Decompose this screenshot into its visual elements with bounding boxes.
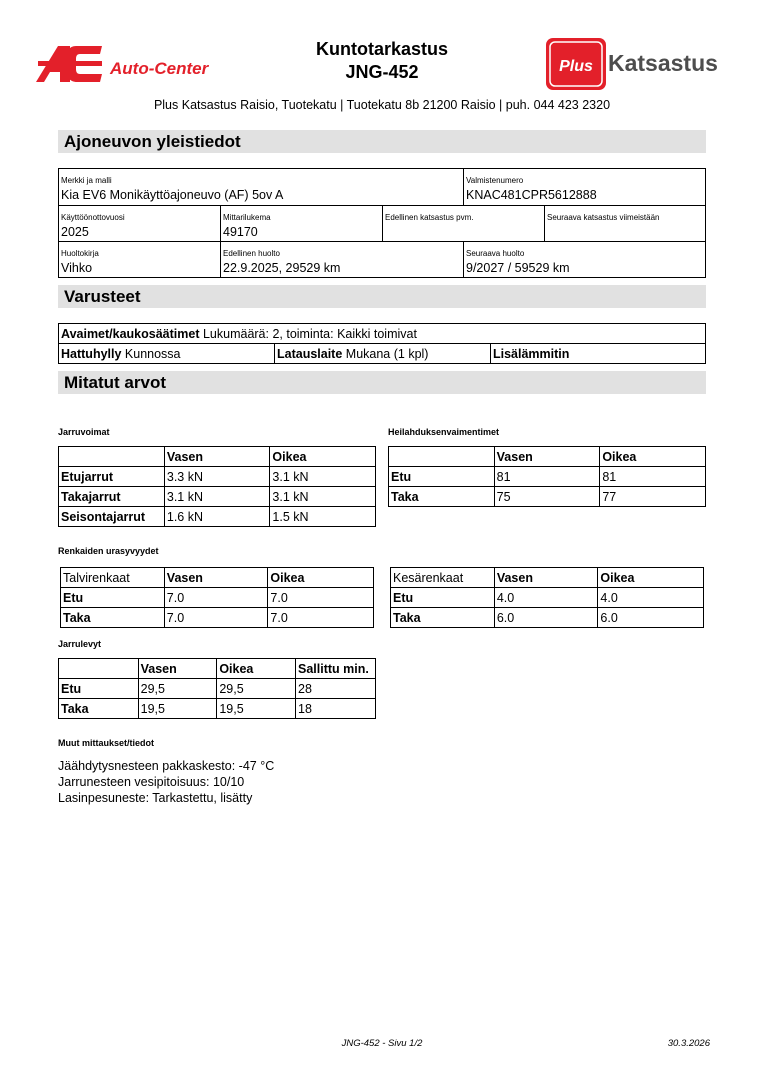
brakes-value: 1.6 kN <box>164 507 270 527</box>
section-measured-header <box>58 371 706 394</box>
shocks-header-right: Oikea <box>600 447 706 467</box>
service-book-cell <box>59 242 221 277</box>
shocks-value: 81 <box>494 467 600 487</box>
document-title <box>232 38 532 84</box>
table-row <box>389 467 706 487</box>
discs-header-row <box>59 659 376 679</box>
ac-logo-text: Auto-Center <box>110 59 209 78</box>
brakes-row-label: Etujarrut <box>59 467 165 487</box>
next-service-value: 9/2027 / 59529 km <box>466 261 570 275</box>
shelf-label: Hattuhylly <box>61 347 122 361</box>
winter-tires-value: 7.0 <box>164 588 268 608</box>
shocks-header-row <box>389 447 706 467</box>
brakes-value: 3.1 kN <box>270 487 376 507</box>
discs-row-label: Taka <box>59 699 139 719</box>
shocks-title: Heilahduksenvaimentimet <box>388 427 500 437</box>
keys-cell <box>59 324 705 344</box>
table-row <box>61 588 374 608</box>
footer-date: 30.3.2026 <box>667 1038 710 1049</box>
charger-value: Mukana (1 kpl) <box>342 347 429 361</box>
keys-label: Avaimet/kaukosäätimet <box>61 327 200 341</box>
shelf-cell <box>59 344 275 364</box>
summer-tires-value: 6.0 <box>598 608 704 628</box>
odometer-label: Mittarilukema <box>223 213 271 222</box>
brakes-value: 1.5 kN <box>270 507 376 527</box>
service-book-value: Vihko <box>61 261 93 275</box>
equipment-row-2 <box>58 343 706 364</box>
vin-label: Valmistenumero <box>466 176 524 185</box>
section-equipment-title: Varusteet <box>64 287 141 306</box>
summer-tires-header-left: Vasen <box>494 568 598 588</box>
charger-label: Latauslaite <box>277 347 343 361</box>
discs-header-min: Sallittu min. <box>296 659 376 679</box>
first-reg-cell <box>59 206 221 242</box>
summer-tires-row-label: Taka <box>391 608 495 628</box>
summer-tires-row-label: Etu <box>391 588 495 608</box>
table-row <box>59 507 376 527</box>
plus-katsastus-logo <box>546 38 732 90</box>
discs-value: 19,5 <box>217 699 296 719</box>
footer-page-label: JNG-452 - Sivu 1/2 <box>341 1038 423 1049</box>
title-line-2: JNG-452 <box>345 62 419 82</box>
auto-center-logo <box>36 44 226 84</box>
discs-table <box>58 658 376 719</box>
prev-inspection-label: Edellinen katsastus pvm. <box>385 213 474 222</box>
shelf-value: Kunnossa <box>121 347 181 361</box>
section-general-header <box>58 130 706 153</box>
other-line: Jarrunesteen vesipitoisuus: 10/10 <box>58 775 245 789</box>
table-row <box>389 487 706 507</box>
other-line: Jäähdytysnesteen pakkaskesto: -47 °C <box>58 759 275 773</box>
summer-tires-value: 6.0 <box>494 608 598 628</box>
tires-title: Renkaiden urasyvyydet <box>58 546 159 556</box>
vin-cell <box>464 169 705 206</box>
winter-tires-header-left: Vasen <box>164 568 268 588</box>
winter-tires-value: 7.0 <box>268 608 374 628</box>
brakes-row-label: Seisontajarrut <box>59 507 165 527</box>
katsastus-text: Katsastus <box>608 50 718 76</box>
keys-value: Lukumäärä: 2, toiminta: Kaikki toimivat <box>199 327 417 341</box>
table-row <box>59 467 376 487</box>
brakes-header-right: Oikea <box>270 447 376 467</box>
discs-value: 28 <box>296 679 376 699</box>
shocks-row-label: Taka <box>389 487 495 507</box>
summer-tires-value: 4.0 <box>494 588 598 608</box>
vehicle-info-table <box>58 168 706 278</box>
table-row <box>59 699 376 719</box>
brakes-row-label: Takajarrut <box>59 487 165 507</box>
shocks-value: 75 <box>494 487 600 507</box>
brakes-table <box>58 446 376 527</box>
winter-tires-header-row <box>61 568 374 588</box>
shocks-header-left: Vasen <box>494 447 600 467</box>
equipment-row-keys <box>58 323 706 344</box>
title-line-1: Kuntotarkastus <box>315 39 449 59</box>
winter-tires-value: 7.0 <box>268 588 374 608</box>
section-general-title: Ajoneuvon yleistiedot <box>64 132 241 151</box>
table-row <box>61 608 374 628</box>
shocks-value: 77 <box>600 487 706 507</box>
table-row <box>59 487 376 507</box>
winter-tires-value: 7.0 <box>164 608 268 628</box>
brakes-header-row <box>59 447 376 467</box>
discs-value: 18 <box>296 699 376 719</box>
summer-tires-header-label: Kesärenkaat <box>391 568 495 588</box>
heater-cell <box>491 344 705 364</box>
odometer-value: 49170 <box>223 225 258 239</box>
winter-tires-row-label: Etu <box>61 588 165 608</box>
company-info: Plus Katsastus Raisio, Tuotekatu | Tuotekatu 8b 21200 Raisio | puh. 044 423 2320 <box>153 98 611 112</box>
winter-tires-table <box>60 567 374 628</box>
odometer-cell <box>221 206 383 242</box>
next-service-cell <box>464 242 705 277</box>
discs-header-right: Oikea <box>217 659 296 679</box>
discs-value: 29,5 <box>217 679 296 699</box>
prev-inspection-cell <box>383 206 545 242</box>
service-book-label: Huoltokirja <box>61 249 99 258</box>
summer-tires-header-row <box>391 568 704 588</box>
summer-tires-value: 4.0 <box>598 588 704 608</box>
shocks-table <box>388 446 706 507</box>
next-service-label: Seuraava huolto <box>466 249 525 258</box>
discs-title: Jarrulevyt <box>58 639 102 649</box>
shocks-value: 81 <box>600 467 706 487</box>
brakes-value: 3.1 kN <box>270 467 376 487</box>
summer-tires-header-right: Oikea <box>598 568 704 588</box>
winter-tires-row-label: Taka <box>61 608 165 628</box>
discs-row-label: Etu <box>59 679 139 699</box>
winter-tires-header-right: Oikea <box>268 568 374 588</box>
heater-label: Lisälämmitin <box>493 347 570 361</box>
next-inspection-cell <box>545 206 705 242</box>
shocks-row-label: Etu <box>389 467 495 487</box>
shocks-header-empty <box>389 447 495 467</box>
table-row <box>391 608 704 628</box>
brakes-header-empty <box>59 447 165 467</box>
discs-header-empty <box>59 659 139 679</box>
prev-service-value: 22.9.2025, 29529 km <box>223 261 341 275</box>
summer-tires-table <box>390 567 704 628</box>
make-model-label: Merkki ja malli <box>61 176 112 185</box>
discs-header-left: Vasen <box>138 659 217 679</box>
brakes-value: 3.3 kN <box>164 467 270 487</box>
table-row <box>391 588 704 608</box>
section-equipment-header <box>58 285 706 308</box>
prev-service-cell <box>221 242 464 277</box>
charger-cell <box>275 344 491 364</box>
discs-value: 19,5 <box>138 699 217 719</box>
winter-tires-header-label: Talvirenkaat <box>61 568 165 588</box>
make-model-value: Kia EV6 Monikäyttöajoneuvo (AF) 5ov A <box>61 188 284 202</box>
brakes-value: 3.1 kN <box>164 487 270 507</box>
other-measurements <box>58 758 274 806</box>
section-measured-title: Mitatut arvot <box>64 373 166 392</box>
brakes-title: Jarruvoimat <box>58 427 110 437</box>
other-line: Lasinpesuneste: Tarkastettu, lisätty <box>58 791 253 805</box>
make-model-cell <box>59 169 464 206</box>
first-reg-value: 2025 <box>61 225 89 239</box>
first-reg-label: Käyttöönottovuosi <box>61 213 125 222</box>
table-row <box>59 679 376 699</box>
next-inspection-label: Seuraava katsastus viimeistään <box>547 213 660 222</box>
plus-badge-text: Plus <box>559 58 593 75</box>
other-title: Muut mittaukset/tiedot <box>58 738 154 748</box>
discs-value: 29,5 <box>138 679 217 699</box>
brakes-header-left: Vasen <box>164 447 270 467</box>
prev-service-label: Edellinen huolto <box>223 249 280 258</box>
vin-value: KNAC481CPR5612888 <box>466 188 597 202</box>
